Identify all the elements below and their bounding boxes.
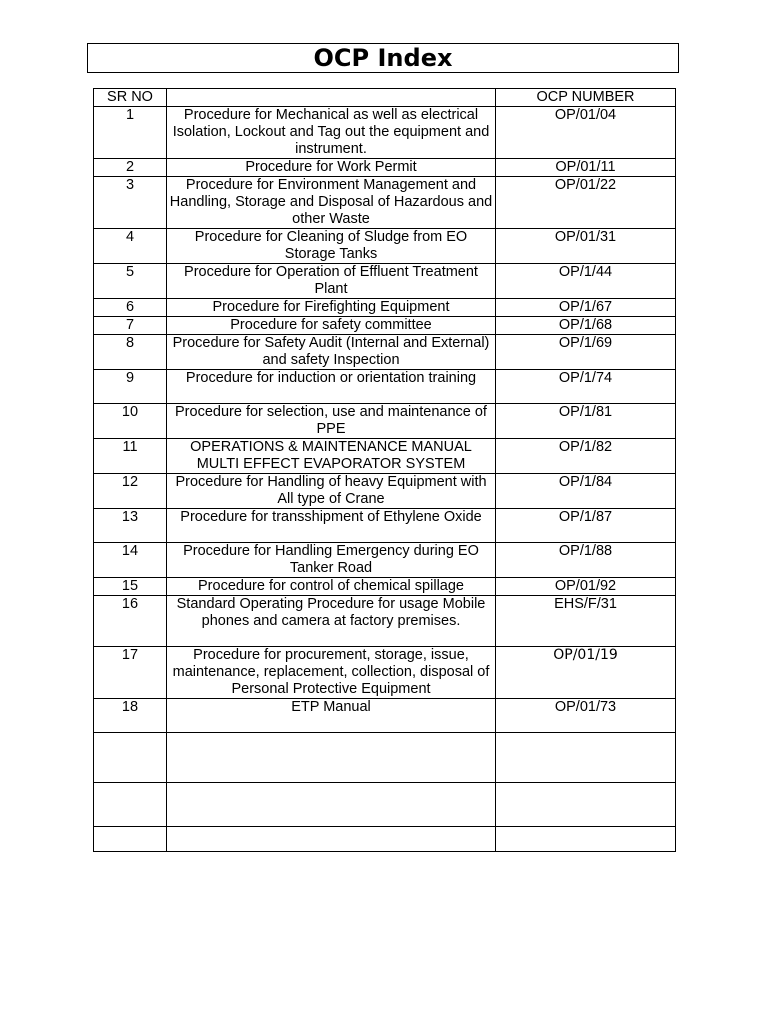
ocp-number-cell: OP/01/04 — [496, 107, 676, 159]
table-row — [94, 370, 676, 404]
empty-cell — [496, 733, 676, 783]
ocp-number-cell: OP/01/19 — [496, 647, 676, 699]
table-row — [94, 474, 676, 509]
sr-no-cell: 10 — [94, 404, 167, 439]
sr-no-cell: 17 — [94, 647, 167, 699]
sr-no-cell: 1 — [94, 107, 167, 159]
sr-no-cell: 4 — [94, 229, 167, 264]
procedure-cell: Procedure for Firefighting Equipment — [167, 299, 496, 317]
sr-no-cell: 11 — [94, 439, 167, 474]
procedure-cell: ETP Manual — [167, 699, 496, 733]
ocp-number-cell: OP/01/22 — [496, 177, 676, 229]
ocp-number-cell: OP/1/44 — [496, 264, 676, 299]
procedure-cell: OPERATIONS & MAINTENANCE MANUAL MULTI EFFECT EVAPORATOR SYSTEM — [167, 439, 496, 474]
empty-table-row — [94, 733, 676, 783]
procedure-cell: Procedure for Operation of Effluent Treatment Plant — [167, 264, 496, 299]
sr-no-cell: 7 — [94, 317, 167, 335]
table-header-row — [94, 89, 676, 107]
table-row — [94, 299, 676, 317]
ocp-number-cell: OP/1/84 — [496, 474, 676, 509]
procedure-cell: Procedure for transshipment of Ethylene Oxide — [167, 509, 496, 543]
table-row — [94, 159, 676, 177]
empty-table-row — [94, 827, 676, 852]
sr-no-cell: 16 — [94, 596, 167, 647]
sr-no-cell: 13 — [94, 509, 167, 543]
procedure-cell: Procedure for control of chemical spillage — [167, 578, 496, 596]
sr-no-cell: 5 — [94, 264, 167, 299]
ocp-number-cell: OP/01/11 — [496, 159, 676, 177]
empty-cell — [496, 827, 676, 852]
page-title: OCP Index — [87, 43, 679, 73]
table-row — [94, 317, 676, 335]
procedure-cell: Procedure for Work Permit — [167, 159, 496, 177]
procedure-cell: Procedure for Handling Emergency during EO Tanker Road — [167, 543, 496, 578]
header-procedure — [167, 89, 496, 107]
procedure-cell: Procedure for procurement, storage, issue, maintenance, replacement, collection, disposal of Personal Protective Equipment — [167, 647, 496, 699]
procedure-cell: Procedure for safety committee — [167, 317, 496, 335]
table-row — [94, 543, 676, 578]
table-row — [94, 578, 676, 596]
procedure-cell: Procedure for Mechanical as well as electrical Isolation, Lockout and Tag out the equipment and instrument. — [167, 107, 496, 159]
header-sr-no: SR NO — [94, 89, 167, 107]
empty-cell — [167, 733, 496, 783]
table-row — [94, 439, 676, 474]
ocp-number-cell: EHS/F/31 — [496, 596, 676, 647]
table-row — [94, 509, 676, 543]
sr-no-cell: 18 — [94, 699, 167, 733]
ocp-number-cell: OP/1/82 — [496, 439, 676, 474]
table-row — [94, 177, 676, 229]
empty-cell — [496, 783, 676, 827]
table-row — [94, 264, 676, 299]
procedure-cell: Procedure for Cleaning of Sludge from EO Storage Tanks — [167, 229, 496, 264]
ocp-index-table — [93, 88, 676, 852]
procedure-cell: Procedure for Handling of heavy Equipment with All type of Crane — [167, 474, 496, 509]
empty-cell — [94, 827, 167, 852]
ocp-number-cell: OP/1/67 — [496, 299, 676, 317]
table-row — [94, 107, 676, 159]
procedure-cell: Procedure for induction or orientation training — [167, 370, 496, 404]
sr-no-cell: 14 — [94, 543, 167, 578]
ocp-number-cell: OP/01/92 — [496, 578, 676, 596]
empty-cell — [167, 827, 496, 852]
empty-cell — [94, 733, 167, 783]
table-row — [94, 699, 676, 733]
table-row — [94, 229, 676, 264]
ocp-number-cell: OP/01/31 — [496, 229, 676, 264]
table-row — [94, 647, 676, 699]
sr-no-cell: 12 — [94, 474, 167, 509]
table-row — [94, 335, 676, 370]
ocp-number-cell: OP/1/88 — [496, 543, 676, 578]
procedure-cell: Procedure for selection, use and maintenance of PPE — [167, 404, 496, 439]
ocp-number-cell: OP/1/87 — [496, 509, 676, 543]
sr-no-cell: 9 — [94, 370, 167, 404]
sr-no-cell: 8 — [94, 335, 167, 370]
ocp-number-cell: OP/1/68 — [496, 317, 676, 335]
sr-no-cell: 2 — [94, 159, 167, 177]
empty-cell — [94, 783, 167, 827]
header-ocp-number: OCP NUMBER — [496, 89, 676, 107]
table-row — [94, 404, 676, 439]
procedure-cell: Procedure for Environment Management and Handling, Storage and Disposal of Hazardous and other Waste — [167, 177, 496, 229]
sr-no-cell: 6 — [94, 299, 167, 317]
procedure-cell: Procedure for Safety Audit (Internal and External) and safety Inspection — [167, 335, 496, 370]
table-row — [94, 596, 676, 647]
ocp-number-cell: OP/1/81 — [496, 404, 676, 439]
ocp-number-cell: OP/01/73 — [496, 699, 676, 733]
sr-no-cell: 15 — [94, 578, 167, 596]
ocp-number-cell: OP/1/74 — [496, 370, 676, 404]
procedure-cell: Standard Operating Procedure for usage Mobile phones and camera at factory premises. — [167, 596, 496, 647]
ocp-number-cell: OP/1/69 — [496, 335, 676, 370]
sr-no-cell: 3 — [94, 177, 167, 229]
empty-table-row — [94, 783, 676, 827]
empty-cell — [167, 783, 496, 827]
